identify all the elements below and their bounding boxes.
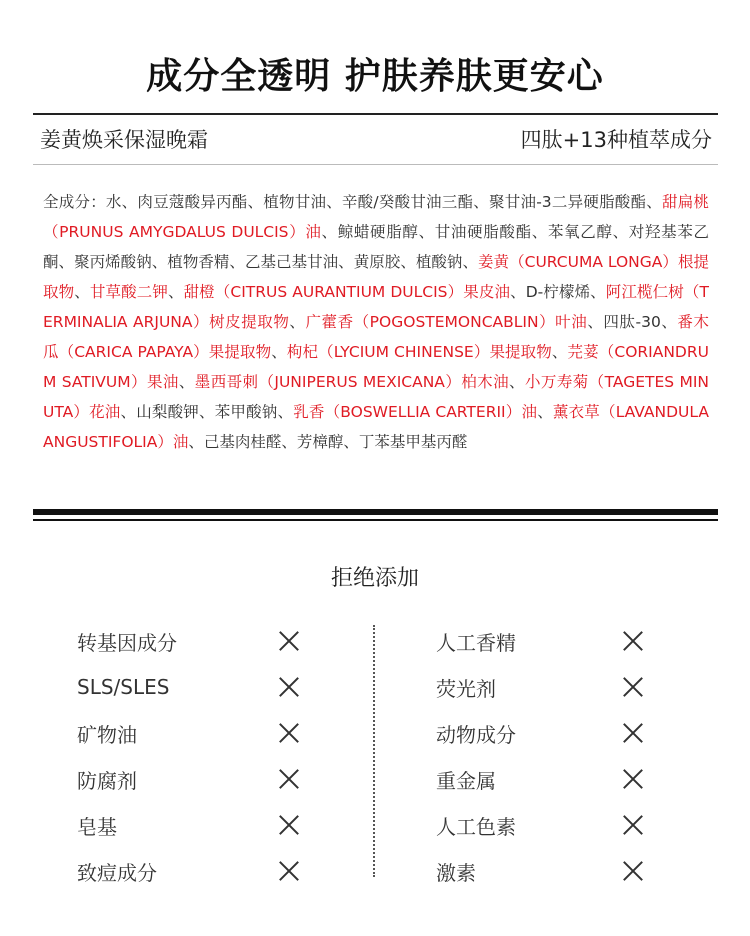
ingredient-text: 、 (289, 313, 306, 331)
cross-icon (622, 814, 644, 836)
ingredient-highlight: 枸杞（LYCIUM CHINENSE）果提取物 (286, 343, 552, 361)
free-from-label: 人工香精 (436, 630, 516, 655)
ingredient-text: 、鲸蜡硬脂醇、甘油硬脂酸酯、苯氧乙醇、对羟基苯乙酮、聚丙烯酸钠、植物香精、乙基己基甘油、黄原胶、植酸钠、 (43, 223, 709, 271)
free-from-title: 拒绝添加 (330, 566, 419, 591)
page-title: 成分全透明 护肤养肤更安心 (146, 56, 604, 97)
free-from-right-column (436, 618, 646, 894)
ingredient-text: 、 (509, 373, 525, 391)
cross-icon (278, 722, 300, 744)
free-from-item (436, 848, 646, 894)
ingredient-text: 、 (167, 283, 184, 301)
free-from-item (77, 848, 302, 894)
free-from-item (77, 664, 302, 710)
ingredient-text: 、 (271, 343, 287, 361)
free-from-label: 重金属 (436, 768, 496, 793)
free-from-label: 防腐剂 (77, 768, 137, 793)
ingredient-highlight: 姜黄（CURCUMA LONGA）根提取物 (43, 253, 709, 301)
free-from-label: SLS/SLES (77, 675, 170, 699)
cross-icon (622, 860, 644, 882)
free-from-label: 矿物油 (77, 722, 137, 747)
free-from-item (77, 710, 302, 756)
ingredient-highlight: 芫荽（CORIANDRUM SATIVUM）果油 (43, 343, 709, 391)
free-from-item (77, 618, 302, 664)
free-from-item (77, 802, 302, 848)
ingredient-highlight: 薰衣草（LAVANDULA ANGUSTIFOLIA）油 (43, 403, 709, 451)
ingredient-text: 、 (74, 283, 90, 301)
product-name: 姜黄焕采保湿晚霜 (40, 128, 208, 152)
ingredient-highlight: 广藿香（POGOSTEMONCABLIN）叶油 (305, 313, 588, 331)
section-divider-thick (33, 509, 718, 515)
ingredient-text: 、山梨酸钾、苯甲酸钠、 (120, 403, 294, 421)
free-from-label: 动物成分 (436, 722, 516, 747)
ingredient-text: 、四肽-30、 (587, 313, 678, 331)
free-from-item (436, 756, 646, 802)
cross-icon (278, 676, 300, 698)
cross-icon (622, 676, 644, 698)
ingredient-highlight: 甘草酸二钾 (89, 283, 168, 301)
ingredient-text: 、 (551, 343, 568, 361)
column-divider (373, 625, 375, 877)
free-from-item (436, 710, 646, 756)
cross-icon (278, 814, 300, 836)
free-from-item (436, 618, 646, 664)
ingredient-text: 、D-柠檬烯、 (510, 283, 606, 301)
free-from-item (436, 664, 646, 710)
ingredient-text: 、 (537, 403, 553, 421)
free-from-item (436, 802, 646, 848)
free-from-label: 致痘成分 (77, 860, 157, 885)
cross-icon (622, 722, 644, 744)
free-from-left-column (77, 618, 302, 894)
ingredient-highlight: 番木瓜（CARICA PAPAYA）果提取物 (43, 313, 709, 361)
cross-icon (278, 768, 300, 790)
ingredient-highlight: 墨西哥刺（JUNIPERUS MEXICANA）柏木油 (194, 373, 510, 391)
free-from-label: 人工色素 (436, 814, 516, 839)
ingredient-text: 、己基肉桂醛、芳樟醇、丁苯基甲基丙醛 (188, 433, 468, 451)
cross-icon (622, 768, 644, 790)
cross-icon (278, 860, 300, 882)
free-from-label: 激素 (436, 860, 476, 885)
free-from-label: 皂基 (77, 814, 117, 839)
ingredient-highlight: 甜橙（CITRUS AURANTIUM DULCIS）果皮油 (183, 283, 511, 301)
ingredient-text: 、 (178, 373, 195, 391)
free-from-item (77, 756, 302, 802)
cross-icon (622, 630, 644, 652)
section-divider-thin (33, 519, 718, 521)
ingredient-highlight: 甜扁桃（PRUNUS AMYGDALUS DULCIS）油 (43, 193, 709, 241)
cross-icon (278, 630, 300, 652)
product-feature: 四肽+13种植萃成分 (520, 128, 712, 152)
free-from-label: 荧光剂 (436, 676, 496, 701)
ingredient-highlight: 乳香（BOSWELLIA CARTERII）油 (293, 403, 538, 421)
free-from-label: 转基因成分 (77, 630, 177, 655)
ingredient-list (43, 187, 709, 457)
ingredient-highlight: 阿江榄仁树（TERMINALIA ARJUNA）树皮提取物 (43, 283, 709, 331)
product-divider (33, 164, 718, 165)
ingredient-text: 全成分：水、肉豆蔻酸异丙酯、植物甘油、辛酸/癸酸甘油三酯、聚甘油-3二异硬脂酸酯、 (43, 193, 663, 211)
top-divider (33, 113, 718, 115)
ingredient-highlight: 小万寿菊（TAGETES MINUTA）花油 (43, 373, 709, 421)
